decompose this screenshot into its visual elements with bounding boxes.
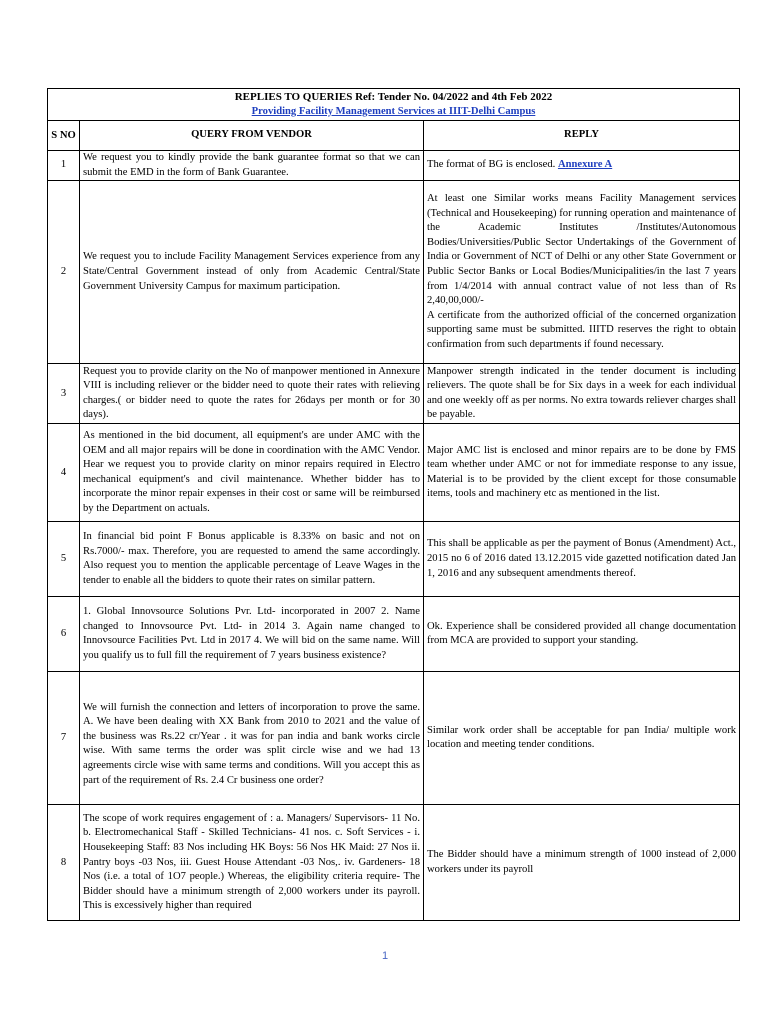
row-reply — [424, 151, 740, 181]
row-query: Request you to provide clarity on the No of manpower mentioned in Annexure VIII is including reliever or the bidder need to quote their rates with relieving charges.( or bidder need to quote the rates for 26days per month or for 30 days). — [80, 364, 424, 424]
header-sno: S NO — [48, 121, 80, 151]
table-row — [48, 597, 740, 672]
header-reply: REPLY — [424, 121, 740, 151]
table-row — [48, 181, 740, 364]
row-query: 1. Global Innovsource Solutions Pvr. Ltd- incorporated in 2007 2. Name changed to Innovsource Pvt. Ltd- in 2014 3. Again name changed to Innovsource Facilities Pvt. Ltd in 2017 4. We will bid on the same name. Will you qualify us to full fill the requirement of 7 years business existence? — [80, 597, 424, 672]
row-sno: 3 — [48, 364, 80, 424]
header-row — [48, 121, 740, 151]
table-row — [48, 151, 740, 181]
title-row — [48, 89, 740, 105]
row-reply — [424, 181, 740, 364]
row-query-text: We will furnish the connection and letters of incorporation to prove the same. A. We have been dealing with XX Bank from 2010 to 2021 and the value of the business was Rs.22 cr/Year . it was for pan india and bank works circle wise. With same terms the order was split circle wise and we had 13 agreements circle wise with same terms and conditions. Will you accept this as part of the requirement of Rs. 2.4 Cr business one order? — [83, 701, 420, 786]
table-row — [48, 522, 740, 597]
row-gap — [83, 681, 420, 701]
document-subtitle-link[interactable]: Providing Facility Management Services at IIIT-Delhi Campus — [251, 105, 536, 117]
page-number: 1 — [381, 950, 389, 962]
row-query: We request you to kindly provide the bank guarantee format so that we can submit the EMD in the form of Bank Guarantee. — [80, 151, 424, 181]
row-sno: 4 — [48, 424, 80, 522]
row-sno: 6 — [48, 597, 80, 672]
row-query: We request you to include Facility Management Services experience from any State/Central Government instead of only from Academic Central/State Government University Campus for maximum participation. — [80, 181, 424, 364]
row-sno: 7 — [48, 672, 80, 805]
table-row — [48, 805, 740, 921]
row-reply: Major AMC list is enclosed and minor repairs are to be done by FMS team whether under AMC or not for immediate response to any issue, Material is to be provided by the client except for those consumable items, tools and machinery etc as mentioned in the list. — [424, 424, 740, 522]
row-query: In financial bid point F Bonus applicable is 8.33% on basic and not on Rs.7000/- max. Therefore, you are requested to amend the same accordingly. Also request you to mention the applicable percentage of Leave Wages in the tender to enable all the bidders to quote their rates on similar pattern. — [80, 522, 424, 597]
row-query: As mentioned in the bid document, all equipment's are under AMC with the OEM and all major repairs will be done in coordination with the AMC Vendor. Hear we request you to provide clarity on minor repairs required in Electro mechanical equipment's and civil maintenance. Whether bidder has to incorporate the minor repair expenses in their cost or same will be reimbursed by the Department on actuals. — [80, 424, 424, 522]
row-reply: The Bidder should have a minimum strength of 1000 instead of 2,000 workers under its payroll — [424, 805, 740, 921]
annexure-a-link[interactable]: Annexure A — [557, 159, 613, 171]
row-query — [80, 672, 424, 805]
header-query: QUERY FROM VENDOR — [80, 121, 424, 151]
row-reply-text-2: A certificate from the authorized official of the concerned organization supporting same must be submitted. IIITD reserves the right to obtain confirmation from such departments if found necessary. — [427, 309, 737, 351]
row-sno: 5 — [48, 522, 80, 597]
row-gap — [83, 788, 420, 796]
row-sno: 2 — [48, 181, 80, 364]
subtitle-row — [48, 105, 740, 121]
row-reply-text: At least one Similar works means Facility Management services (Technical and Housekeeping) for running operation and maintenance of the Academic Institutes /Institutes/Autonomous Bodies/Universities/Public Sector Undertakings of the Government of India or Government of NCT of Delhi or any other State Government or Public Sector Banks or Local Bodies/Municipalities/in the last 7 years from 1/4/2014 with annual contract value of not less than of Rs 2,40,00,000/- — [427, 193, 737, 307]
replies-table — [47, 88, 740, 921]
document-title: REPLIES TO QUERIES Ref: Tender No. 04/2022 and 4th Feb 2022 — [48, 89, 740, 105]
row-reply: This shall be applicable as per the payment of Bonus (Amendment) Act., 2015 no 6 of 2016 dated 13.12.2015 vide gazetted notification dated Jan 1, 2016 and any subsequent amendments thereof. — [424, 522, 740, 597]
row-reply-text: The format of BG is enclosed. — [427, 159, 556, 171]
row-reply: Manpower strength indicated in the tender document is including relievers. The quote shall be for Six days in a week for each individual and one weekly off as per norms. No extra towards reliever charges shall be payable. — [424, 364, 740, 424]
table-row — [48, 672, 740, 805]
row-reply: Similar work order shall be acceptable for pan India/ multiple work location and meeting tender conditions. — [424, 672, 740, 805]
row-query: The scope of work requires engagement of : a. Managers/ Supervisors- 11 No. b. Electromechanical Staff - Skilled Technicians- 41 nos. c. Soft Services - i. Housekeeping Staff: 83 Nos including HK Boys: 56 Nos HK Maid: 27 Nos ii. Pantry boys -03 Nos, iii. Guest House Attendant -03 Nos,. iv. Gardeners- 18 Nos (i.e. a total of 1O7 people.) Whereas, the eligibility criteria require- The Bidder should have a minimum strength of 2,000 workers under its payroll. This is excessively higher than required — [80, 805, 424, 921]
row-sno: 8 — [48, 805, 80, 921]
row-sno: 1 — [48, 151, 80, 181]
table-row — [48, 364, 740, 424]
row-reply: Ok. Experience shall be considered provided all change documentation from MCA are provided to support your standing. — [424, 597, 740, 672]
table-row — [48, 424, 740, 522]
